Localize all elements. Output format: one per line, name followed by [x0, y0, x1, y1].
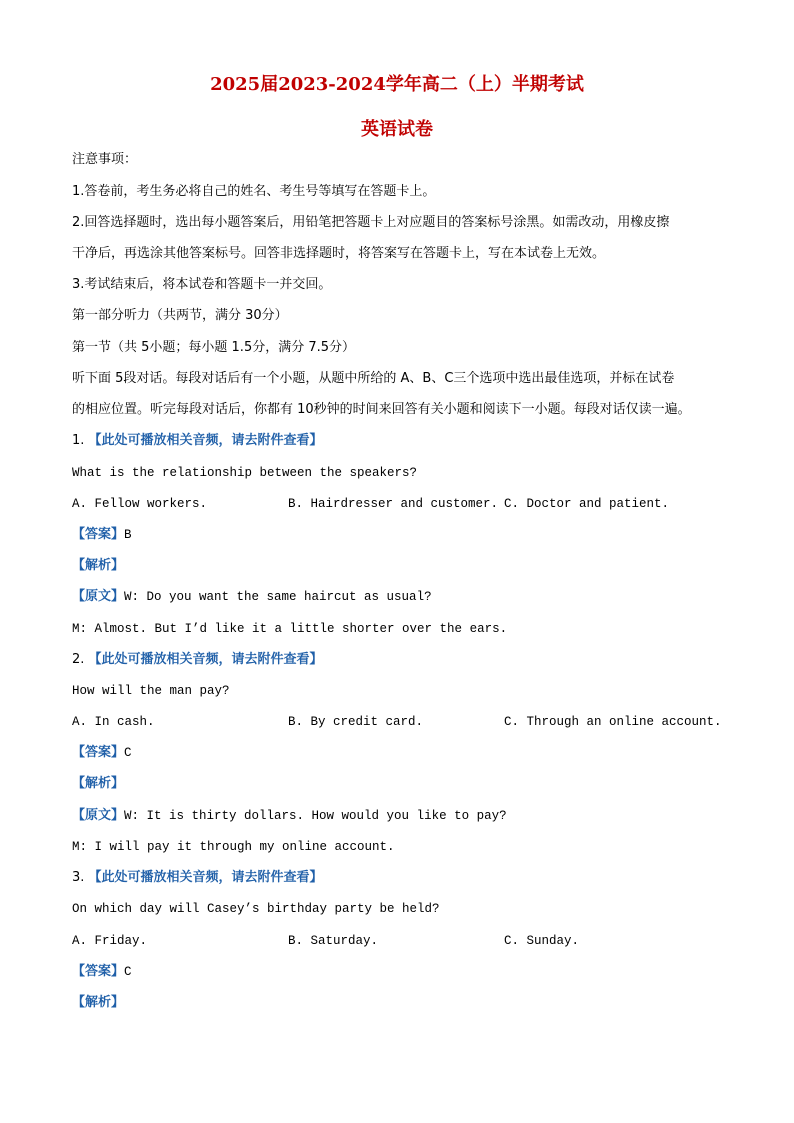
question-2-header: [72, 650, 323, 670]
transcript-text: W: Do you want the same haircut as usual?: [124, 590, 432, 604]
audio-link[interactable]: 【此处可播放相关音频，请去附件查看】: [88, 652, 323, 667]
question-2-transcript-1: [72, 806, 507, 826]
question-1-option-a: A. Fellow workers.: [72, 497, 208, 511]
question-1-header: [72, 431, 323, 451]
answer-value: C: [124, 746, 132, 760]
answer-value: B: [124, 528, 132, 542]
notice-item-3: 3.考试结束后，将本试卷和答题卡一并交回。: [72, 277, 332, 292]
question-1-option-b: B. Hairdresser and customer.: [288, 497, 499, 511]
exam-subtitle: 英语试卷: [361, 119, 433, 140]
notice-item-2-line-1: 2.回答选择题时，选出每小题答案后，用铅笔把答题卡上对应题目的答案标号涂黑。如需改动，用橡皮擦: [72, 215, 670, 230]
notice-item-2-line-2: 干净后，再选涂其他答案标号。回答非选择题时，将答案写在答题卡上，写在本试卷上无效。: [72, 246, 606, 261]
audio-link[interactable]: 【此处可播放相关音频，请去附件查看】: [88, 433, 323, 448]
section-heading: 第一节（共 5小题；每小题 1.5分，满分 7.5分）: [72, 340, 356, 355]
question-2-analysis: [72, 774, 124, 794]
question-3-option-b: B. Saturday.: [288, 934, 379, 948]
instructions-line-1: 听下面 5段对话。每段对话后有一个小题，从题中所给的 A、B、C三个选项中选出最佳选项，并标在试卷: [72, 371, 675, 386]
question-2-transcript-2: M: I will pay it through my online account.: [72, 840, 395, 854]
answer-label: 【答案】: [72, 745, 125, 760]
exam-title: 2025届2023-2024学年高二（上）半期考试: [210, 74, 584, 95]
question-number: 2.: [72, 652, 89, 667]
question-1-answer: [72, 525, 132, 545]
question-1-transcript-2: M: Almost. But I’d like it a little shorter over the ears.: [72, 622, 508, 636]
audio-link[interactable]: 【此处可播放相关音频，请去附件查看】: [88, 870, 323, 885]
analysis-label: 【解析】: [72, 776, 125, 791]
question-1-stem: What is the relationship between the speakers?: [72, 466, 418, 480]
question-2-answer: [72, 743, 132, 763]
answer-label: 【答案】: [72, 964, 125, 979]
transcript-label: 【原文】: [72, 808, 125, 823]
question-2-option-c: C. Through an online account.: [504, 715, 722, 729]
analysis-label: 【解析】: [72, 995, 125, 1010]
answer-value: C: [124, 965, 132, 979]
question-1-transcript-1: [72, 587, 432, 607]
question-3-option-c: C. Sunday.: [504, 934, 580, 948]
question-2-stem: How will the man pay?: [72, 684, 230, 698]
notice-heading: 注意事项：: [72, 152, 138, 167]
question-2-option-b: B. By credit card.: [288, 715, 424, 729]
part-heading: 第一部分听力（共两节，满分 30分）: [72, 308, 288, 323]
question-1-analysis: [72, 556, 124, 576]
question-number: 3.: [72, 870, 89, 885]
question-3-analysis: [72, 993, 124, 1013]
analysis-label: 【解析】: [72, 558, 125, 573]
question-3-stem: On which day will Casey’s birthday party be held?: [72, 902, 440, 916]
question-1-option-c: C. Doctor and patient.: [504, 497, 670, 511]
question-2-option-a: A. In cash.: [72, 715, 155, 729]
transcript-label: 【原文】: [72, 589, 125, 604]
answer-label: 【答案】: [72, 527, 125, 542]
question-3-answer: [72, 962, 132, 982]
notice-item-1: 1.答卷前，考生务必将自己的姓名、考生号等填写在答题卡上。: [72, 184, 436, 199]
question-3-header: [72, 868, 323, 888]
transcript-text: W: It is thirty dollars. How would you like to pay?: [124, 809, 507, 823]
instructions-line-2: 的相应位置。听完每段对话后，你都有 10秒钟的时间来回答有关小题和阅读下一小题。每段对话仅读一遍。: [72, 402, 691, 417]
question-number: 1.: [72, 433, 89, 448]
question-3-option-a: A. Friday.: [72, 934, 148, 948]
